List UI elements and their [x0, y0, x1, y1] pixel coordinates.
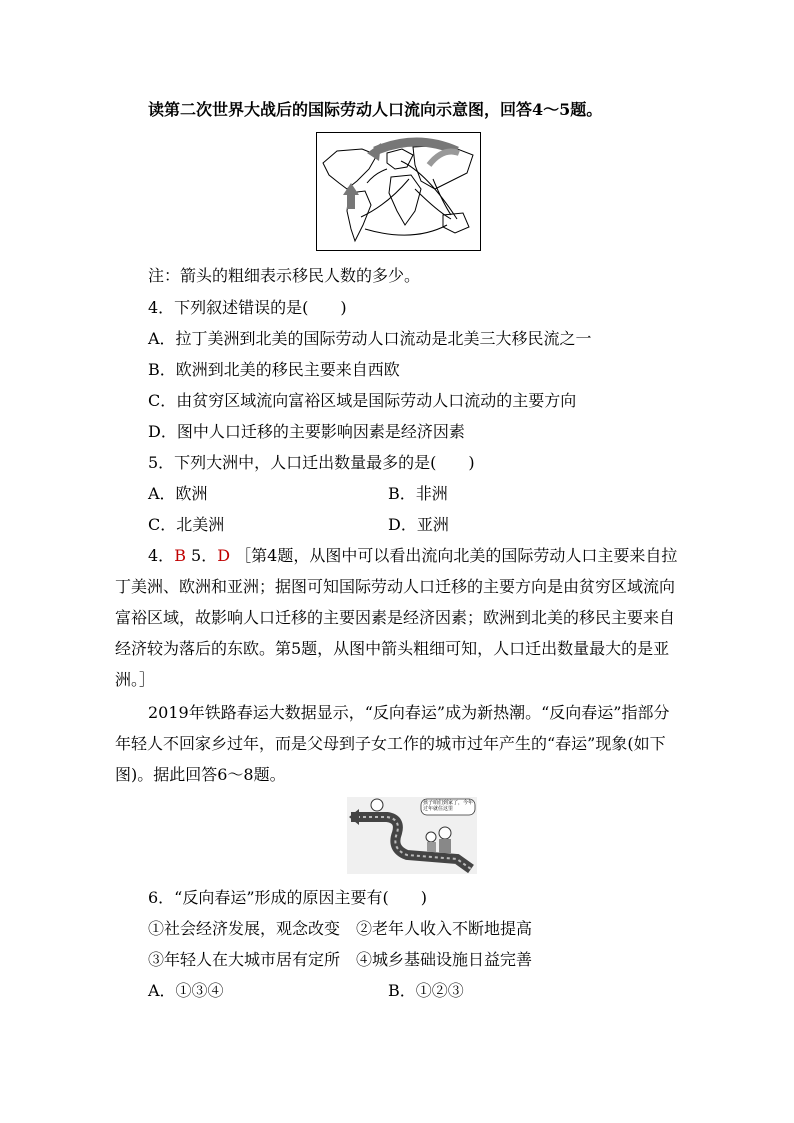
cartoon-figure [347, 797, 477, 874]
q5-option-c: C．北美洲 [148, 515, 225, 534]
cartoon-speech-text: 孩子咱们到家了，今年过年就住这里 [423, 800, 474, 812]
q4-option-d: D．图中人口迁移的主要影响因素是经济因素 [148, 422, 465, 441]
answer-q4-letter: B [174, 546, 186, 565]
explanation-text: ［第4题，从图中可以看出流向北美的国际劳动人口主要来自拉 [235, 546, 678, 565]
q6-option-a: A．①③④ [148, 981, 224, 1000]
passage2-line-2: 年轻人不回家乡过年，而是父母到子女工作的城市过年产生的“春运”现象(如下 [115, 734, 666, 753]
q4-option-c: C．由贫穷区域流向富裕区域是国际劳动人口流动的主要方向 [148, 391, 577, 410]
q5-option-a: A．欧洲 [148, 484, 208, 503]
passage2-line-3: 图)。据此回答6～8题。 [115, 765, 286, 784]
q4-stem: 4．下列叙述错误的是( ) [148, 298, 347, 317]
q6-option-b: B．①②③ [388, 981, 464, 1000]
answer-q4-number: 4． [148, 546, 175, 565]
intro-text: 读第二次世界大战后的国际劳动人口流向示意图，回答4～5题。 [148, 100, 603, 119]
passage2-line-1: 2019年铁路春运大数据显示，“反向春运”成为新热潮。“反向春运”指部分 [148, 703, 670, 722]
q5-option-d: D．亚洲 [388, 515, 449, 534]
answer-line-3: 富裕区域，故影响人口迁移的主要因素是经济因素；欧洲到北美的移民主要来自 [115, 608, 676, 627]
q4-option-b: B．欧洲到北美的移民主要来自西欧 [148, 360, 400, 379]
answer-line-5: 洲。］ [115, 670, 156, 689]
world-map-illustration [317, 133, 480, 250]
q6-stem: 6．“反向春运”形成的原因主要有( ) [148, 888, 428, 907]
q5-option-b: B．非洲 [388, 484, 448, 503]
q6-statements-2: ③年轻人在大城市居有定所 ④城乡基础设施日益完善 [148, 950, 533, 969]
answer-q5-number: 5． [191, 546, 218, 565]
q5-stem: 5．下列大洲中，人口迁出数量最多的是( ) [148, 453, 475, 472]
answer-line-4: 经济较为落后的东欧。第5题，从图中箭头粗细可知，人口迁出数量最大的是亚 [115, 639, 670, 658]
answer-q5-letter: D [217, 546, 231, 565]
migration-map-figure [316, 132, 481, 251]
answer-line-1 [148, 546, 677, 566]
answer-line-2: 丁美洲、欧洲和亚洲；据图可知国际劳动人口迁移的主要方向是由贫穷区域流向 [115, 577, 676, 596]
q4-option-a: A．拉丁美洲到北美的国际劳动人口流动是北美三大移民流之一 [148, 329, 592, 348]
map-note: 注：箭头的粗细表示移民人数的多少。 [148, 266, 421, 285]
q6-statements-1: ①社会经济发展，观念改变 ②老年人收入不断地提高 [148, 919, 533, 938]
